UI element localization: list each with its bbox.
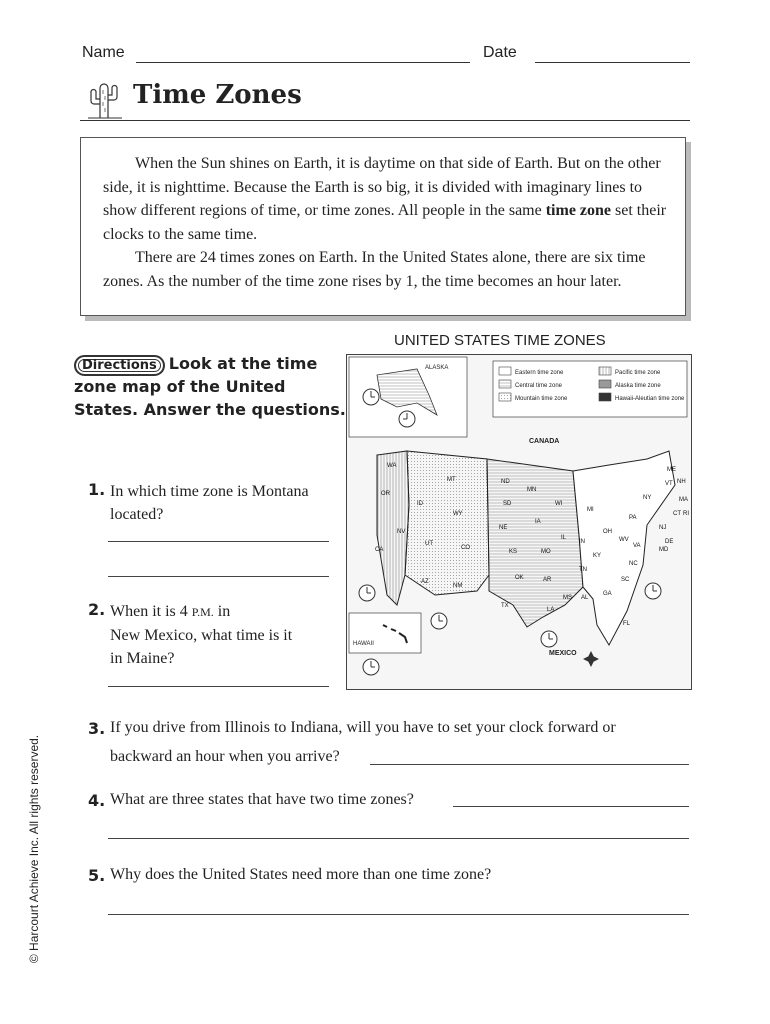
state-label-mo: MO: [541, 549, 551, 555]
question-3-text-line-1: If you drive from Illinois to Indiana, will you have to set your clock forward or: [110, 719, 616, 736]
state-label-tn: TN: [579, 567, 587, 573]
clock-icon: [645, 583, 661, 599]
state-label-tx: TX: [501, 603, 509, 609]
state-label-nj: NJ: [659, 525, 667, 531]
state-label-or: OR: [381, 491, 390, 497]
state-label-ar: AR: [543, 577, 552, 583]
state-label-nh: NH: [677, 479, 686, 485]
question-1-answer-line-1[interactable]: [108, 541, 329, 542]
clock-icon: [431, 613, 447, 629]
clock-icon: [359, 585, 375, 601]
canada-label: CANADA: [529, 438, 560, 445]
state-label-mt: MT: [447, 477, 456, 483]
question-3-number: 3.: [88, 719, 106, 738]
question-4-answer-line-2[interactable]: [108, 838, 689, 839]
state-label-ct: CT: [673, 511, 681, 517]
state-label-wv: WV: [619, 537, 629, 543]
directions: [74, 352, 346, 421]
clock-icon: [363, 389, 379, 405]
state-label-wa: WA: [387, 463, 397, 469]
name-field[interactable]: [136, 62, 470, 63]
cactus-icon: [84, 76, 126, 120]
page-title: Time Zones: [133, 80, 302, 110]
hawaii-label: HAWAII: [353, 641, 374, 647]
state-label-ny: NY: [643, 495, 652, 501]
question-4-text: What are three states that have two time zones?: [110, 791, 414, 808]
intro-paragraph-2: There are 24 times zones on Earth. In the United States alone, there are six time zones. As the number of the time zone rises by 1, the time becomes an hour later.: [103, 249, 646, 290]
state-label-nv: NV: [397, 529, 406, 535]
state-label-ia: IA: [535, 519, 541, 525]
pm-abbrev: P.M.: [191, 605, 214, 619]
question-1-answer-line-2[interactable]: [108, 576, 329, 577]
state-label-oh: OH: [603, 529, 612, 535]
legend-pacific: Pacific time zone: [615, 370, 661, 376]
state-label-az: AZ: [421, 579, 429, 585]
state-label-ri: RI: [683, 511, 689, 517]
state-label-wy: WY: [453, 511, 463, 517]
question-1-number: 1.: [88, 480, 106, 499]
state-label-al: AL: [581, 595, 589, 601]
date-field[interactable]: [535, 62, 690, 63]
state-label-ma: MA: [679, 497, 688, 503]
state-label-sc: SC: [621, 577, 630, 583]
state-label-ks: KS: [509, 549, 518, 555]
state-label-ca: CA: [375, 547, 384, 553]
question-5-answer-line[interactable]: [108, 914, 689, 915]
state-label-ok: OK: [515, 575, 524, 581]
state-label-ms: MS: [563, 595, 572, 601]
state-label-mn: MN: [527, 487, 537, 493]
name-label: Name: [82, 44, 125, 61]
clock-icon: [541, 631, 557, 647]
question-4-number: 4.: [88, 791, 106, 810]
state-label-nc: NC: [629, 561, 638, 567]
question-2-text: When it is 4 P.M. in New Mexico, what time is it in Maine?: [110, 603, 293, 667]
directions-badge: Directions: [74, 355, 165, 376]
state-label-va: VA: [633, 543, 641, 549]
question-4-answer-line-1[interactable]: [453, 806, 689, 807]
state-label-vt: VT: [665, 481, 673, 487]
clock-icon: [399, 411, 415, 427]
question-2-answer-line[interactable]: [108, 686, 329, 687]
question-3-answer-line[interactable]: [370, 764, 689, 765]
map-title: UNITED STATES TIME ZONES: [394, 332, 606, 349]
question-2-number: 2.: [88, 600, 106, 619]
state-label-ne: NE: [499, 525, 508, 531]
legend-alaska: Alaska time zone: [615, 383, 661, 389]
state-label-nd: ND: [501, 479, 510, 485]
state-label-pa: PA: [629, 515, 637, 521]
clock-icon: [363, 659, 379, 675]
question-3-text-line-2: backward an hour when you arrive?: [110, 748, 340, 765]
state-label-wi: WI: [555, 501, 563, 507]
state-label-in: IN: [579, 539, 585, 545]
legend-eastern: Eastern time zone: [515, 370, 564, 376]
legend-central: Central time zone: [515, 383, 563, 389]
time-zone-term: time zone: [545, 202, 612, 219]
copyright-notice: © Harcourt Achieve Inc. All rights reserved.: [27, 734, 41, 964]
question-1-text: In which time zone is Montana located?: [110, 483, 309, 523]
intro-paragraph-1: When the Sun shines on Earth, it is daytime on that side of Earth. But on the other side, it is nighttime. Because the Earth is so big, it is divided with imaginary lines to show different regions of time, or time zones. All people in the same time zone set their clocks to the same time.: [103, 155, 667, 243]
state-label-mi: MI: [587, 507, 594, 513]
state-label-fl: FL: [623, 621, 631, 627]
state-label-co: CO: [461, 545, 470, 551]
state-label-sd: SD: [503, 501, 512, 507]
us-time-zone-map: [346, 354, 692, 690]
state-label-id: ID: [417, 501, 423, 507]
state-label-ga: GA: [603, 591, 612, 597]
question-5-text: Why does the United States need more than one time zone?: [110, 866, 492, 883]
map-graphic: [347, 355, 691, 689]
legend-hawaii: Hawaii-Aleutian time zone: [615, 396, 685, 402]
intro-box: [80, 137, 686, 316]
mountain-zone: [405, 451, 489, 595]
state-label-me: ME: [667, 467, 676, 473]
state-label-md: MD: [659, 547, 669, 553]
alaska-label: ALASKA: [425, 365, 449, 371]
title-rule: [80, 120, 690, 121]
mexico-label: MEXICO: [549, 650, 577, 657]
state-label-nm: NM: [453, 583, 463, 589]
legend-mountain: Mountain time zone: [515, 396, 568, 402]
directions-text: Look at the time zone map of the United States. Answer the questions.: [74, 354, 346, 419]
state-label-ky: KY: [593, 553, 602, 559]
state-label-ut: UT: [425, 541, 433, 547]
state-label-la: LA: [547, 607, 555, 613]
state-label-de: DE: [665, 539, 674, 545]
state-label-il: IL: [561, 535, 567, 541]
question-5-number: 5.: [88, 866, 106, 885]
date-label: Date: [483, 44, 517, 61]
